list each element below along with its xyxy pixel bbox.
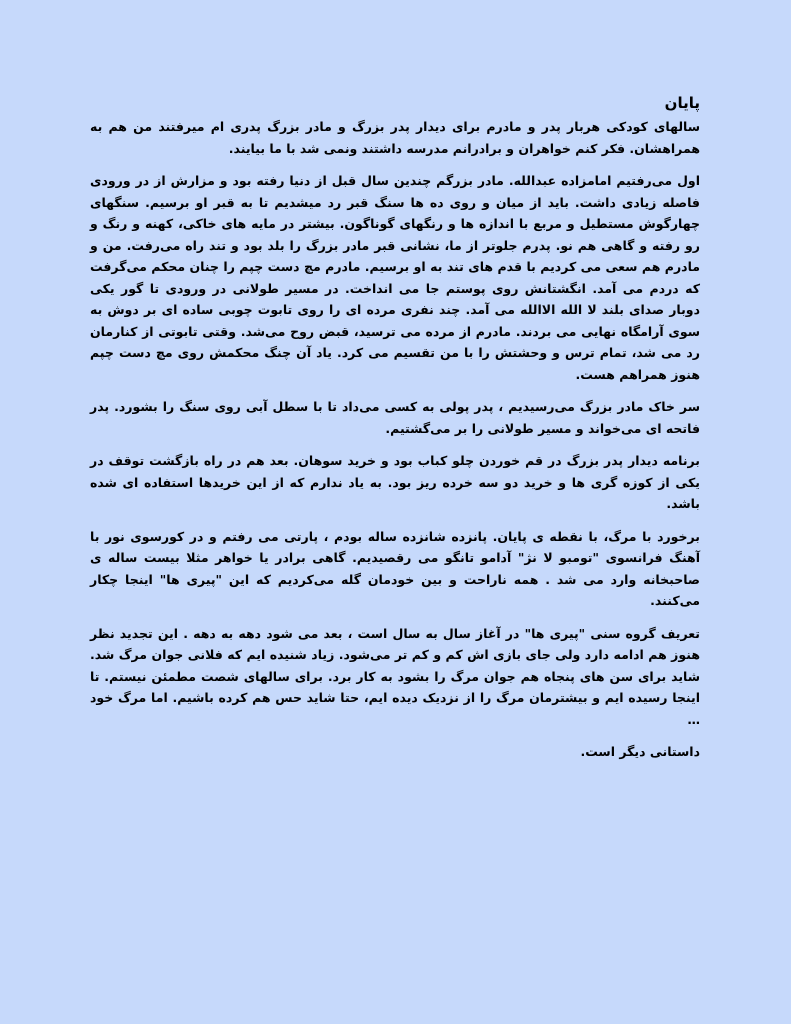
paragraph-childhood-visits: سالهای کودکی هربار پدر و مادرم برای دیدار پدر بزرگ و مادر بزرگ پدری ام میرفتند من هم به همراهشان. فکر کنم خواهران و برادرانم مدرسه داشتند ونمی شد با ما بیایند. [90,119,700,156]
paragraph-qom: برنامه دیدار پدر بزرگ در قم خوردن چلو کباب بود و خرید سوهان. بعد هم در راه بازگشت توقف در یکی از کوزه گری ها و خرید دو سه خرده ریز بود. به یاد ندارم که از این خریدها استفاده ای شده باشد. [90,453,700,511]
paragraph-ending: داستانی دیگر است. [580,744,700,759]
paragraph-imamzadeh: اول می‌رفتیم امامزاده عبدالله. مادر بزرگم چندین سال قبل از دنیا رفته بود و مزارش از در ورودی فاصله زیادی داشت. باید از میان و روی ده ها سنگ قبر رد میشدیم تا به قبر او برسیم. سنگهای چهارگوش مستطیل و مربع با اندازه ها و رنگهای گوناگون. بیشتر در مایه های خاکی، کهنه و رنگ و رو رفته و گاهی هم نو. پدرم جلوتر از ما، نشانی قبر مادر بزرگ را بلد بود و تند راه می‌رفت. من و مادرم هم سعی می کردیم با قدم های تند به او برسیم. مادرم مچ دست چپم را چنان محکم می‌گرفت که دردم می آمد. انگشتانش روی پوستم جا می انداخت. در مسیر طولانی در ورودی تا گور یکی دوبار صدای بلند لا الله الاالله می آمد. چند نفری مرده ای را روی تابوت چوبی ساده ای بر دوش به سوی آرامگاه نهایی می بردند. مادرم از مرده می ترسید، قبض روح می‌شد. وقتی تابوتی از کنارمان رد می شد، تمام ترس و وحشتش را با من تقسیم می کرد. یاد آن چنگ محکمش روی مچ دست چپم هنوز همراهم هست. [90,173,700,382]
document-page [90,92,700,774]
document-title: پایان [664,94,700,112]
paragraph-grave: سر خاک مادر بزرگ می‌رسیدیم ، پدر پولی به کسی می‌داد تا با سطل آبی روی سنگ را بشورد. پدر فاتحه ای می‌خواند و مسیر طولانی را بر می‌گشتیم. [90,399,700,436]
paragraph-encounter-death: برخورد با مرگ، با نقطه ی پایان. پانزده شانزده ساله بودم ، پارتی می رفتم و در کورسوی نور با آهنگ فرانسوی "تومبو لا نژ" آدامو تانگو می رقصیدیم. گاهی برادر یا خواهر مثلا بیست ساله ی صاحبخانه وارد می شد . همه ناراحت و بین خودمان گله می‌کردیم که این "پیری ها" اینجا چکار می‌کنند. [90,528,700,608]
paragraph-old-age: تعریف گروه سنی "پیری ها" در آغاز سال به سال است ، بعد می شود دهه به دهه . این تجدید نظر هنوز هم ادامه دارد ولی جای بازی اش کم و کم تر می‌شود. زیاد شنیده ایم که فلانی جوان مرگ شد. شاید برای سن های پنجاه هم جوان مرگ را بشود به کار برد. برای سالهای شصت مطمئن نیستم. تا اینجا رسیده ایم و بیشترمان مرگ را از نزدیک دیده ایم، حتا شاید حس هم کرده باشیم. اما مرگ خود … [90,625,700,727]
